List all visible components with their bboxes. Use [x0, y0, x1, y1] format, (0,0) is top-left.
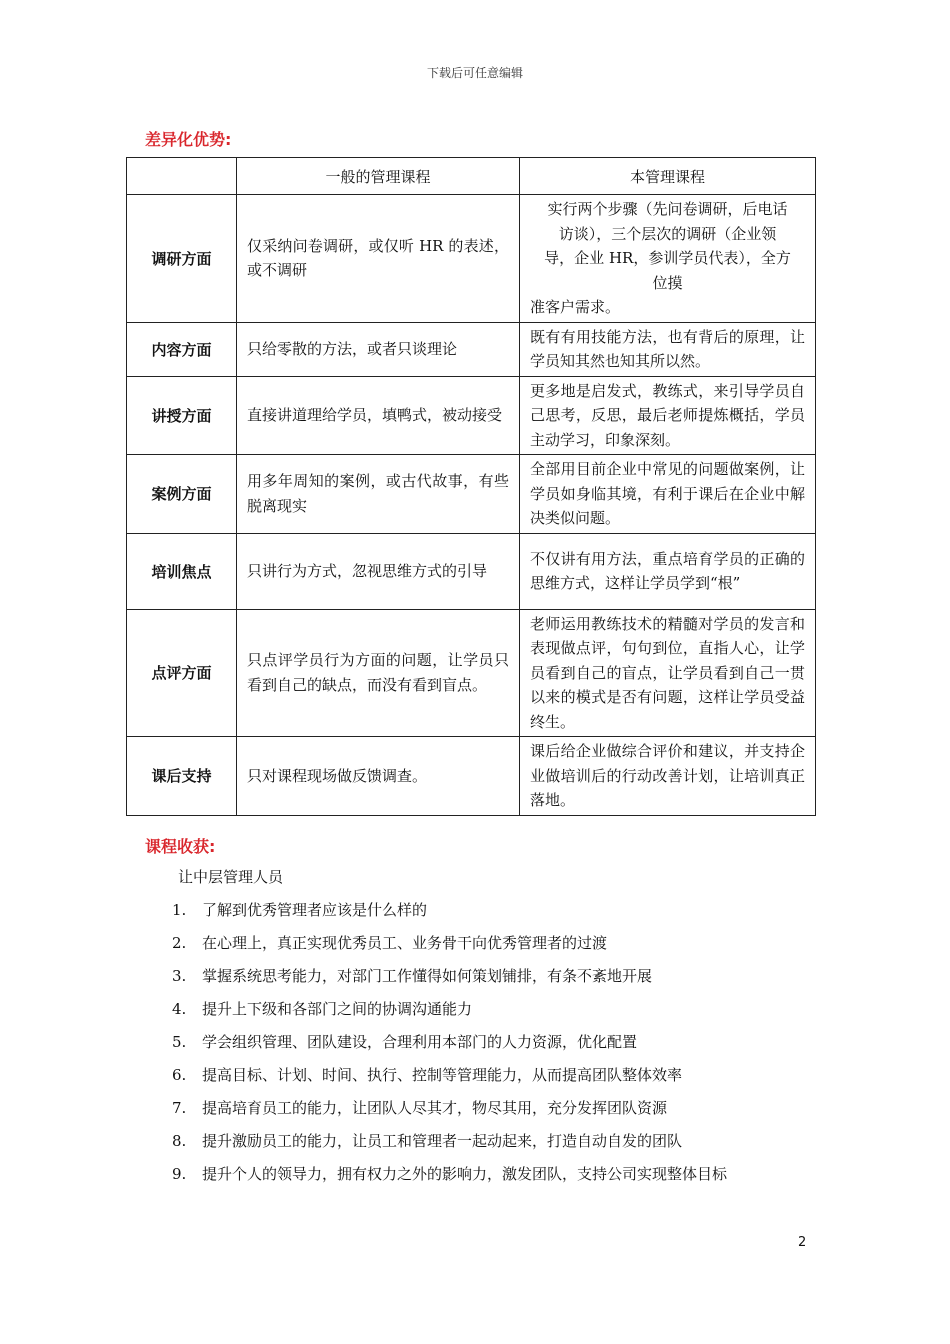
ours-line: 准客户需求。 — [530, 298, 621, 316]
general-cell: 只点评学员行为方面的问题，让学员只看到自己的缺点，而没有看到盲点。 — [237, 609, 520, 737]
row-label: 内容方面 — [127, 322, 237, 376]
advantages-title: 差异化优势: — [145, 130, 232, 149]
gains-list — [172, 898, 727, 1195]
list-item-text: 学会组织管理、团队建设，合理利用本部门的人力资源，优化配置 — [202, 1033, 638, 1051]
list-item-text: 提高目标、计划、时间、执行、控制等管理能力，从而提高团队整体效率 — [202, 1066, 683, 1084]
comparison-table — [126, 157, 816, 816]
list-item — [172, 1096, 727, 1129]
ours-cell: 课后给企业做综合评价和建议，并支持企业做培训后的行动改善计划，让培训真正落地。 — [520, 737, 816, 816]
list-item-text: 提高培育员工的能力，让团队人尽其才，物尽其用，充分发挥团队资源 — [202, 1099, 668, 1117]
general-cell: 直接讲道理给学员，填鸭式，被动接受 — [237, 376, 520, 455]
row-label: 课后支持 — [127, 737, 237, 816]
list-item-number: 2. — [172, 934, 187, 952]
list-item — [172, 898, 727, 931]
list-item-text: 在心理上，真正实现优秀员工、业务骨干向优秀管理者的过渡 — [202, 934, 608, 952]
ours-line: 访谈），三个层次的调研（企业领 — [558, 224, 777, 243]
column-header-general: 一般的管理课程 — [237, 158, 520, 195]
list-item-number: 9. — [172, 1165, 187, 1183]
row-label: 点评方面 — [127, 609, 237, 737]
list-item-number: 4. — [172, 1000, 187, 1018]
column-header-blank — [127, 158, 237, 195]
list-item-text: 掌握系统思考能力，对部门工作懂得如何策划铺排，有条不紊地开展 — [202, 967, 653, 985]
table-row — [127, 533, 816, 609]
ours-cell: 全部用目前企业中常见的问题做案例，让学员如身临其境，有利于课后在企业中解决类似问题。 — [520, 455, 816, 534]
table-row — [127, 322, 816, 376]
table-row — [127, 455, 816, 534]
general-cell: 只给零散的方法，或者只谈理论 — [237, 322, 520, 376]
row-label: 调研方面 — [127, 195, 237, 323]
ours-line: 位摸 — [652, 273, 683, 292]
row-label: 案例方面 — [127, 455, 237, 534]
ours-line: 导，企业 HR，参训学员代表），全方 — [544, 249, 791, 267]
page-header: 下载后可任意编辑 — [426, 66, 523, 80]
ours-cell: 不仅讲有用方法，重点培育学员的正确的思维方式，这样让学员学到“根” — [520, 533, 816, 609]
list-item — [172, 964, 727, 997]
general-cell: 只对课程现场做反馈调查。 — [237, 737, 520, 816]
table-row — [127, 376, 816, 455]
column-header-ours: 本管理课程 — [520, 158, 816, 195]
list-item — [172, 1063, 727, 1096]
list-item — [172, 931, 727, 964]
ours-line: 实行两个步骤（先问卷调研，后电话 — [547, 200, 788, 218]
list-item — [172, 1129, 727, 1162]
general-cell: 只讲行为方式，忽视思维方式的引导 — [237, 533, 520, 609]
ours-cell: 既有有用技能方法，也有背后的原理，让学员知其然也知其所以然。 — [520, 322, 816, 376]
list-item — [172, 997, 727, 1030]
table-header-row — [127, 158, 816, 195]
general-cell: 仅采纳问卷调研，或仅听 HR 的表述，或不调研 — [237, 195, 520, 323]
list-item-number: 8. — [172, 1132, 187, 1150]
gains-intro: 让中层管理人员 — [178, 868, 284, 886]
list-item-text: 提升上下级和各部门之间的协调沟通能力 — [202, 1000, 473, 1018]
table-row — [127, 609, 816, 737]
ours-cell: 更多地是启发式，教练式，来引导学员自己思考，反思，最后老师提炼概括，学员主动学习，印象深刻。 — [520, 376, 816, 455]
ours-cell: 老师运用教练技术的精髓对学员的发言和表现做点评，句句到位，直指人心，让学员看到自己的盲点，让学员看到自己一贯以来的模式是否有问题，这样让学员受益终生。 — [520, 609, 816, 737]
page-number: 2 — [798, 1235, 807, 1250]
ours-cell — [520, 195, 816, 323]
table-row — [127, 737, 816, 816]
list-item-number: 7. — [172, 1099, 187, 1117]
list-item — [172, 1030, 727, 1063]
list-item-text: 提升个人的领导力，拥有权力之外的影响力，激发团队，支持公司实现整体目标 — [202, 1165, 728, 1183]
list-item-text: 了解到优秀管理者应该是什么样的 — [202, 901, 428, 919]
row-label: 讲授方面 — [127, 376, 237, 455]
list-item-number: 1. — [172, 901, 187, 919]
list-item-number: 3. — [172, 967, 187, 985]
general-cell: 用多年周知的案例，或古代故事，有些脱离现实 — [237, 455, 520, 534]
gains-title: 课程收获: — [145, 837, 216, 856]
list-item-number: 5. — [172, 1033, 187, 1051]
table-row — [127, 195, 816, 323]
list-item-number: 6. — [172, 1066, 187, 1084]
list-item-text: 提升激励员工的能力，让员工和管理者一起动起来，打造自动自发的团队 — [202, 1132, 683, 1150]
list-item — [172, 1162, 727, 1195]
row-label: 培训焦点 — [127, 533, 237, 609]
